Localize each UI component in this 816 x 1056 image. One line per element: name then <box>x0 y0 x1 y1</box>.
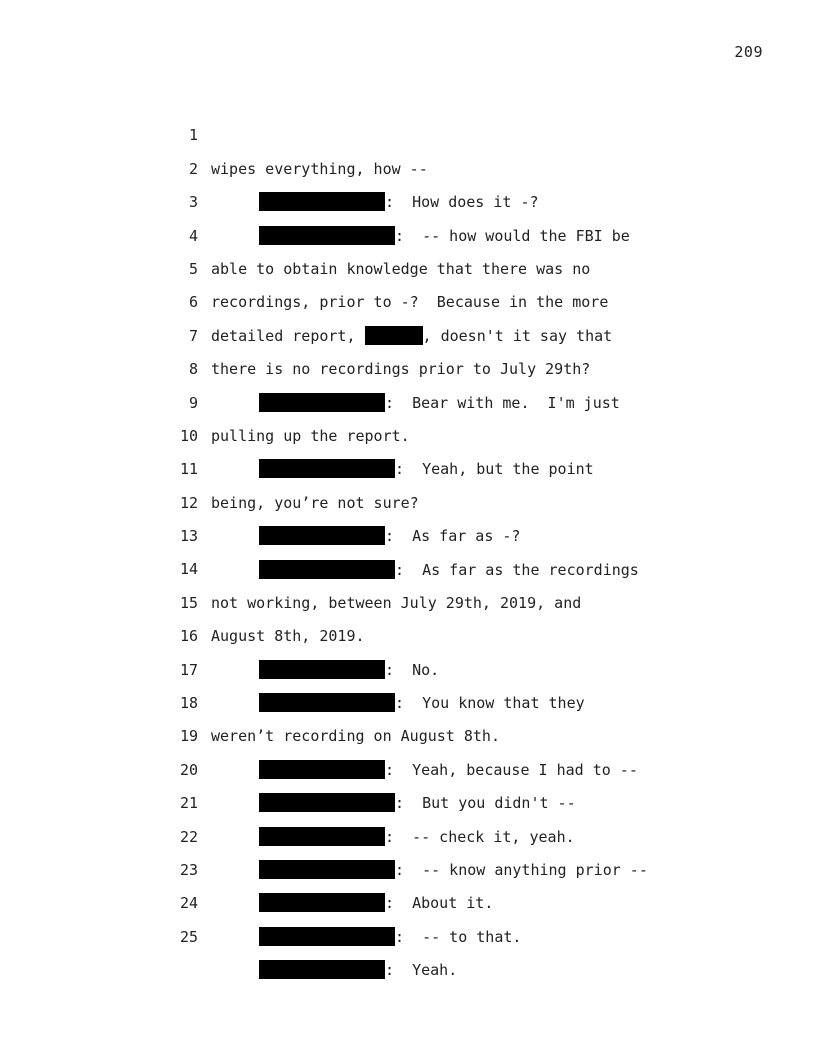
line-number: 17 <box>179 660 198 679</box>
line-number: 15 <box>179 593 198 612</box>
line-number: 21 <box>179 794 198 813</box>
line-number: 24 <box>179 894 198 913</box>
line-number: 8 <box>188 360 198 379</box>
line-text: : As far as -? <box>385 527 521 546</box>
line-number: 25 <box>179 927 198 946</box>
line-number: 2 <box>188 159 198 178</box>
line-number: 6 <box>188 293 198 312</box>
redacted-speaker-name <box>259 960 385 979</box>
line-text: August 8th, 2019. <box>211 627 365 646</box>
line-text-before: detailed report, <box>211 326 365 345</box>
line-text: recordings, prior to -? Because in the more <box>211 293 609 312</box>
line-number: 4 <box>188 226 198 245</box>
line-text: : Yeah, because I had to -- <box>385 760 638 779</box>
line-number: 13 <box>179 527 198 546</box>
line-text: : As far as the recordings <box>395 560 639 579</box>
line-number: 3 <box>188 193 198 212</box>
speaker-line <box>259 954 457 987</box>
line-number: 14 <box>179 560 198 579</box>
line-text: : Bear with me. I'm just <box>385 393 620 412</box>
line-text: able to obtain knowledge that there was no <box>211 259 591 278</box>
line-text: : Yeah, but the point <box>395 460 594 479</box>
line-text: : -- check it, yeah. <box>385 827 575 846</box>
line-number: 1 <box>188 126 198 145</box>
line-text: : -- how would the FBI be <box>395 226 630 245</box>
line-number: 22 <box>179 827 198 846</box>
line-text: wipes everything, how -- <box>211 159 428 178</box>
line-text: there is no recordings prior to July 29th? <box>211 360 591 379</box>
line-text: : How does it -? <box>385 193 539 212</box>
line-text: : You know that they <box>395 694 585 713</box>
line-text: weren’t recording on August 8th. <box>211 727 500 746</box>
line-number: 19 <box>179 727 198 746</box>
line-number: 12 <box>179 493 198 512</box>
page-number: 209 <box>734 43 763 61</box>
line-number: 20 <box>179 760 198 779</box>
line-text: : About it. <box>385 894 494 913</box>
line-number: 10 <box>179 426 198 445</box>
line-text: : -- know anything prior -- <box>395 861 648 880</box>
line-number: 11 <box>179 460 198 479</box>
line-text: not working, between July 29th, 2019, and <box>211 593 582 612</box>
line-number: 23 <box>179 861 198 879</box>
line-text: : Yeah. <box>385 961 458 980</box>
redacted-speaker-name <box>259 927 395 946</box>
line-text: : But you didn't -- <box>395 794 576 813</box>
line-text: : No. <box>385 660 440 679</box>
line-text: pulling up the report. <box>211 426 410 445</box>
line-text: being, you’re not sure? <box>211 493 419 512</box>
transcript-body <box>0 86 816 980</box>
line-number: 5 <box>188 259 198 278</box>
line-number: 7 <box>188 326 198 345</box>
line-number: 9 <box>188 393 198 412</box>
speaker-line <box>259 921 521 954</box>
line-number: 18 <box>179 694 198 713</box>
line-number: 16 <box>179 627 198 646</box>
line-text-after: , doesn't it say that <box>422 326 613 345</box>
transcript-line <box>0 86 816 178</box>
line-text: : -- to that. <box>395 927 522 946</box>
